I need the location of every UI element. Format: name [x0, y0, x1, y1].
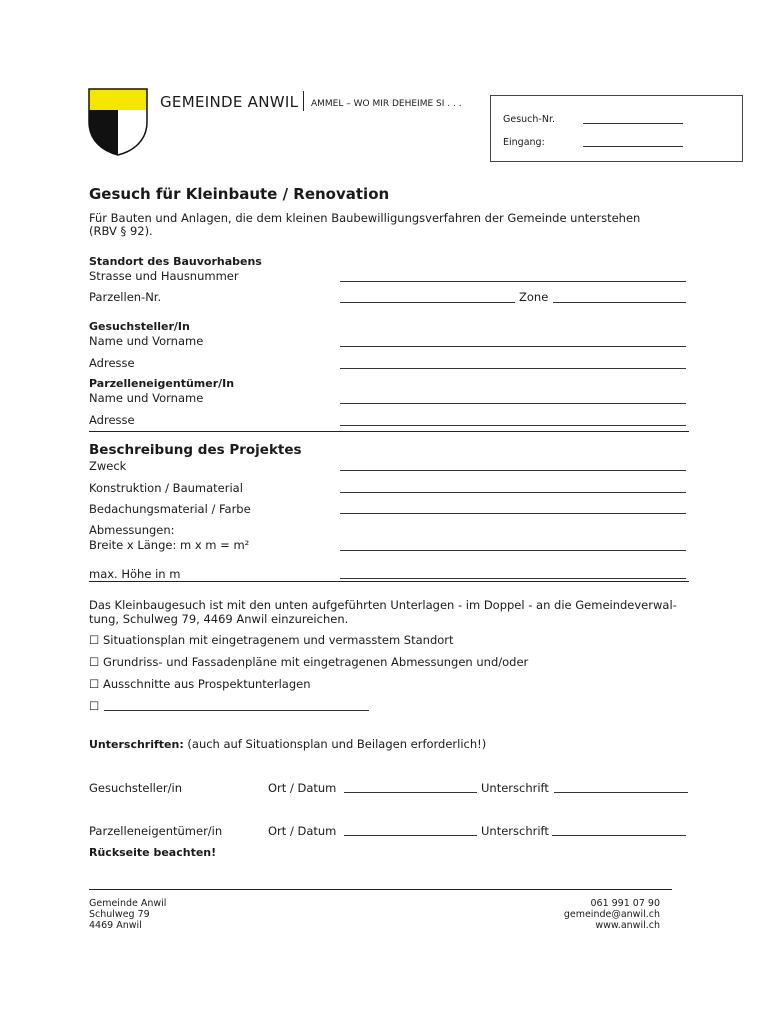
checklist-item[interactable]	[89, 655, 528, 669]
checklist-label: Situationsplan mit eingetragenem und vermasstem Standort	[102, 633, 454, 647]
gesuchsteller-heading: Gesuchsteller/In	[89, 320, 190, 333]
hoehe-field[interactable]	[340, 578, 686, 579]
breite-label: Breite x Länge: m x m = m²	[89, 538, 250, 552]
zone-label: Zone	[519, 290, 549, 304]
standort-heading: Standort des Bauvorhabens	[89, 255, 262, 268]
gesuchsteller-name-field[interactable]	[340, 346, 686, 347]
section-divider-2	[89, 581, 689, 582]
slogan: AMMEL – WO MIR DEHEIME SI . . .	[311, 99, 462, 109]
checkbox-icon[interactable]: ☐	[89, 633, 100, 647]
unterschriften-heading: Unterschriften:	[89, 738, 184, 751]
strasse-field[interactable]	[340, 281, 686, 282]
eigentuemer-signature-label: Parzelleneigentümer/in	[89, 824, 223, 838]
strasse-label: Strasse und Hausnummer	[89, 269, 239, 283]
eigentuemer-signature-field[interactable]	[552, 835, 686, 836]
unterschrift-label: Unterschrift	[481, 781, 549, 795]
checklist-item[interactable]	[89, 677, 311, 691]
footer-divider	[89, 889, 672, 890]
checkbox-icon[interactable]: ☐	[89, 699, 100, 713]
bedachung-field[interactable]	[340, 513, 686, 514]
checkbox-icon[interactable]: ☐	[89, 677, 100, 691]
unterschriften-note: (auch auf Situationsplan und Beilagen erforderlich!)	[187, 737, 487, 751]
footer-web[interactable]: www.anwil.ch	[595, 920, 660, 931]
eigentuemer-name-label: Name und Vorname	[89, 391, 204, 405]
parzelle-label: Parzellen-Nr.	[89, 290, 162, 304]
ort-datum-label: Ort / Datum	[268, 824, 337, 838]
municipality-name: GEMEINDE ANWIL	[160, 93, 299, 111]
checkbox-icon[interactable]: ☐	[89, 655, 100, 669]
konstruktion-label: Konstruktion / Baumaterial	[89, 481, 243, 495]
checklist-label: Ausschnitte aus Prospektunterlagen	[102, 677, 311, 691]
unterschriften-row	[89, 737, 486, 752]
footer-street: Schulweg 79	[89, 909, 150, 920]
eigentuemer-heading: Parzelleneigentümer/In	[89, 377, 235, 390]
eingang-label: Eingang:	[503, 137, 545, 148]
abmessungen-label: Abmessungen:	[89, 523, 175, 537]
unterschrift-label: Unterschrift	[481, 824, 549, 838]
footer-city: 4469 Anwil	[89, 920, 142, 931]
footer-email[interactable]: gemeinde@anwil.ch	[563, 909, 660, 920]
gesuchsteller-adresse-label: Adresse	[89, 356, 135, 370]
intro-text-2: (RBV § 92).	[89, 224, 153, 238]
intro-text: Für Bauten und Anlagen, die dem kleinen Baubewilligungsverfahren der Gemeinde unterstehen	[89, 211, 641, 225]
gesuch-nr-field[interactable]	[583, 123, 683, 124]
einreichen-text: Das Kleinbaugesuch ist mit den unten aufgeführten Unterlagen - im Doppel - an die Gemeindeverwal-	[89, 598, 677, 612]
page-title: Gesuch für Kleinbaute / Renovation	[89, 185, 390, 203]
projekt-heading: Beschreibung des Projektes	[89, 442, 302, 458]
checklist-item[interactable]	[89, 633, 454, 647]
bedachung-label: Bedachungsmaterial / Farbe	[89, 502, 251, 516]
checklist-item-other[interactable]	[89, 699, 99, 713]
eigentuemer-name-field[interactable]	[340, 403, 686, 404]
parzelle-field[interactable]	[340, 302, 515, 303]
checklist-other-field[interactable]	[104, 710, 369, 711]
eigentuemer-adresse-label: Adresse	[89, 413, 135, 427]
header-divider	[303, 91, 304, 111]
rueckseite-note: Rückseite beachten!	[89, 846, 217, 859]
gesuchsteller-name-label: Name und Vorname	[89, 334, 204, 348]
zone-field[interactable]	[553, 302, 686, 303]
eingang-field[interactable]	[583, 146, 683, 147]
gesuch-nr-label: Gesuch-Nr.	[503, 114, 556, 125]
eigentuemer-ort-datum-field[interactable]	[344, 835, 477, 836]
breite-field[interactable]	[340, 550, 686, 551]
footer-phone: 061 991 07 90	[590, 898, 660, 909]
footer-name: Gemeinde Anwil	[89, 898, 167, 909]
zweck-label: Zweck	[89, 459, 127, 473]
section-divider	[89, 431, 689, 432]
einreichen-text-2: tung, Schulweg 79, 4469 Anwil einzureichen.	[89, 612, 349, 626]
gesuchsteller-adresse-field[interactable]	[340, 368, 686, 369]
eigentuemer-adresse-field[interactable]	[340, 425, 686, 426]
zweck-field[interactable]	[340, 470, 686, 471]
gesuchsteller-signature-label: Gesuchsteller/in	[89, 781, 183, 795]
konstruktion-field[interactable]	[340, 492, 686, 493]
gesuchsteller-signature-field[interactable]	[554, 792, 688, 793]
gesuchsteller-ort-datum-field[interactable]	[344, 792, 477, 793]
hoehe-label: max. Höhe in m	[89, 567, 181, 581]
coat-of-arms	[88, 88, 148, 156]
checklist-label: Grundriss- und Fassadenpläne mit eingetragenen Abmessungen und/oder	[102, 655, 529, 669]
ort-datum-label: Ort / Datum	[268, 781, 337, 795]
official-box	[490, 95, 743, 162]
